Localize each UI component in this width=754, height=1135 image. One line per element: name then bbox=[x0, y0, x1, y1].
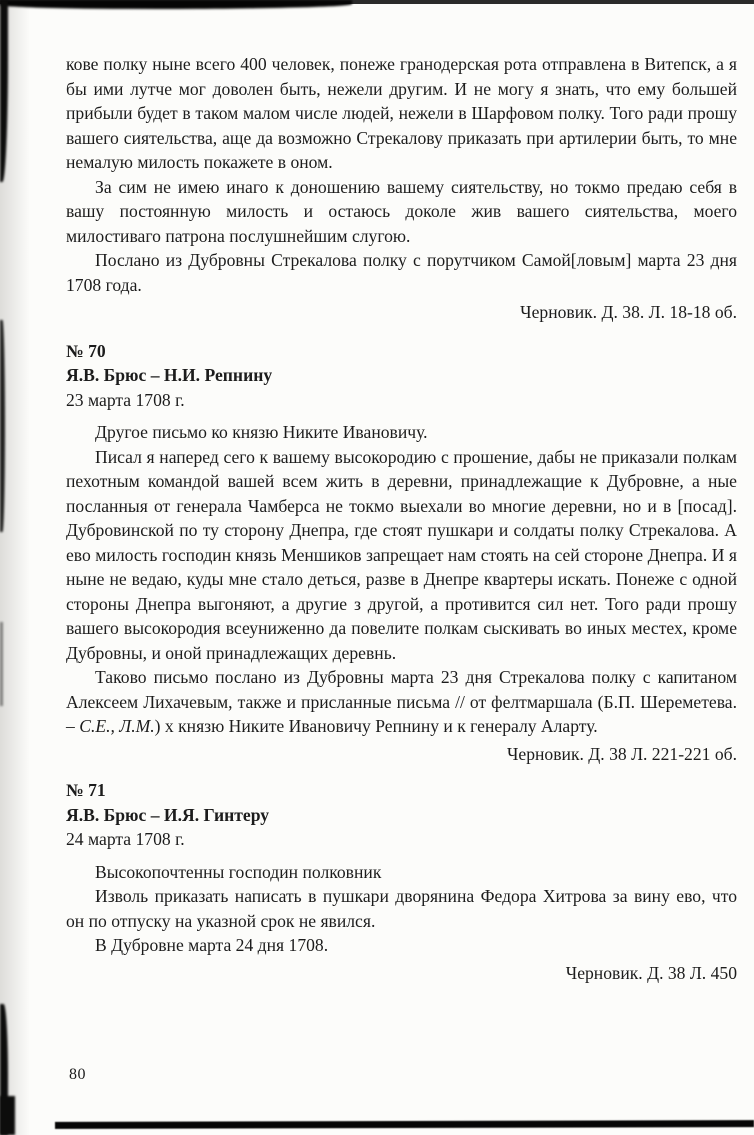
scan-artifact-top-left-edge bbox=[0, 0, 352, 9]
archive-reference: Черновик. Д. 38. Л. 18-18 об. bbox=[520, 302, 737, 322]
paragraph-text: Таково письмо послано из Дубровны марта 23 дня Стрекалова полку с капитаном Алексеем Лихачевым, также и присланные письма // от фелтмаршала (Б.П. Шереметева. – bbox=[66, 667, 737, 736]
paragraph: Другое письмо ко князю Никите Ивановичу. bbox=[95, 422, 428, 442]
paragraph: Послано из Дубровны Стрекалова полку с порутчиком Самой[ловым] марта 23 дня 1708 года. bbox=[66, 250, 737, 295]
page-number: 80 bbox=[69, 1066, 86, 1083]
paragraph: Писал я наперед сего к вашему высокородию с прошение, дабы не приказали полкам пехотным командой вашей всем жить в деревни, принадлежащие к Дубровне, а ные посланныя от генерала Чамберса не токмо выехали во многие деревни, но и в [посад]. Дубровинской по ту сторону Днепра, где стоят пушкари и солдаты полку Стрекалова. А ево милость господин князь Меншиков запрещает нам стоять на сей стороне Днепра. И я ныне не ведаю, куды мне стало деться, разве в Днепре квартеры искать. Понеже с одной стороны Днепра выгоняют, а другие з другой, а противится сил нет. Того ради прошу вашего высокородия всеуниженно да повелите полкам сыскивать во иных местех, кроме Дубровны, и оной принадлежащих деревнь. bbox=[66, 446, 737, 663]
letter-title: Я.В. Брюс – Н.И. Репнину bbox=[66, 365, 273, 385]
scan-artifact-bottom-edge bbox=[55, 1120, 754, 1129]
archive-reference: Черновик. Д. 38 Л. 450 bbox=[565, 962, 737, 983]
page-text-block bbox=[66, 52, 737, 987]
scan-artifact-left-edge-3 bbox=[0, 622, 3, 706]
letter-number: № 71 bbox=[66, 780, 106, 800]
letter-70-section bbox=[66, 339, 737, 767]
letter-number: № 70 bbox=[66, 340, 106, 361]
paragraph-text: ) х князю Никите Ивановичу Репнину и к генералу Аларту. bbox=[154, 716, 598, 736]
paragraph: Высокопочтенны господин полковник bbox=[95, 861, 382, 882]
page-gutter-shadow bbox=[0, 0, 30, 1135]
paragraph: В Дубровне марта 24 дня 1708. bbox=[95, 935, 329, 955]
letter-71-section bbox=[66, 778, 737, 985]
scan-artifact-left-edge-1 bbox=[0, 0, 8, 182]
archive-reference: Черновик. Д. 38 Л. 221-221 об. bbox=[506, 743, 737, 764]
letter-date: 23 марта 1708 г. bbox=[66, 389, 185, 410]
scan-artifact-top-edge bbox=[0, 0, 754, 4]
scan-artifact-bottom-left-corner bbox=[0, 1096, 15, 1135]
letter-date: 24 марта 1708 г. bbox=[66, 829, 185, 849]
scan-artifact-left-edge-4 bbox=[0, 1004, 8, 1135]
paragraph: Изволь приказать написать в пушкари дворянина Федора Хитрова за вину ево, что он по отпуску на указной срок не явился. bbox=[66, 886, 737, 931]
paragraph: За сим не имею инаго к доношению вашему сиятельству, но токмо предаю себя в вашу постоянную милость и остаюсь доколе жив вашего сиятельства, моего милостиваго патрона послушнейшим слугою. bbox=[66, 176, 737, 246]
scan-artifact-left-edge-2 bbox=[0, 320, 5, 532]
paragraph: кове полку ныне всего 400 человек, понеже гранодерская рота отправлена в Витепск, а я бы ими лутче мог доволен быть, нежели другим. И не могу я знать, что ему большей прибыли будет в таком малом числе людей, нежели в Шарфовом полку. Того ради прошу вашего сиятельства, аще да возможно Стрекалову приказать при артилерии быть, то мне немалую милость покажете в оном. bbox=[66, 54, 737, 172]
letter-title: Я.В. Брюс – И.Я. Гинтеру bbox=[66, 804, 270, 825]
editors-initials: С.Е., Л.М. bbox=[79, 716, 155, 736]
letter-continuation-section bbox=[66, 52, 737, 325]
paragraph bbox=[66, 665, 737, 739]
